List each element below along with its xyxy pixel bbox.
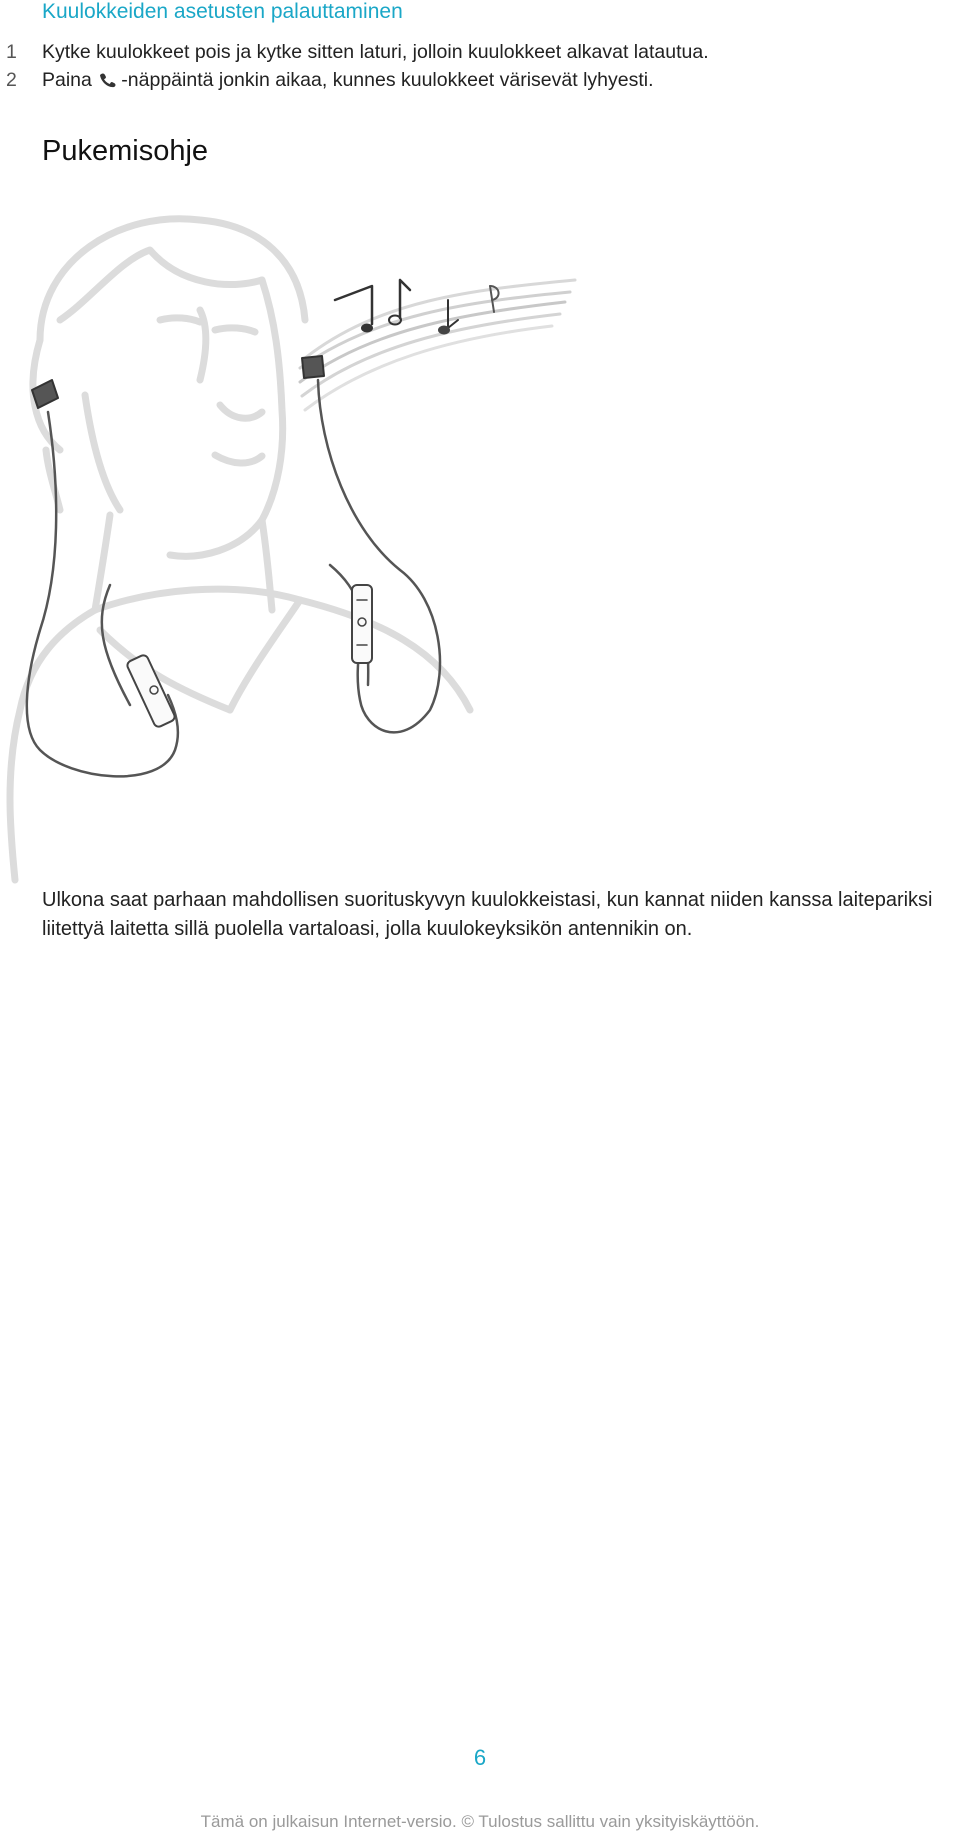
step-number: 2 [6, 69, 17, 91]
phone-handset-icon [98, 72, 120, 88]
step-list [0, 38, 960, 94]
person-wearing-neckband-headset-illustration [0, 190, 600, 890]
step-text-after: -näppäintä jonkin aikaa, kunnes kuulokkeet värisevät lyhyesti. [121, 69, 654, 91]
step-item [0, 38, 960, 66]
step-text: Kytke kuulokkeet pois ja kytke sitten laturi, jolloin kuulokkeet alkavat latautua. [42, 41, 709, 63]
music-notes-icon [300, 280, 575, 410]
footer-notice: Tämä on julkaisun Internet-versio. © Tulostus sallittu vain yksityiskäyttöön. [200, 1812, 760, 1831]
step-text [42, 66, 654, 94]
page-number: 6 [473, 1745, 487, 1770]
remote-control-right [352, 585, 372, 663]
section-heading: Kuulokkeiden asetusten palauttaminen [42, 0, 403, 23]
step-item [0, 66, 960, 94]
right-earbud [302, 356, 440, 732]
step-number: 1 [6, 41, 17, 63]
remote-control-left [126, 654, 176, 729]
wearing-body-text: Ulkona saat parhaan mahdollisen suorituskyvyn kuulokkeistasi, kun kannat niiden kanssa laitepariksi liitettyä laitetta sillä puolella vartaloasi, jolla kuulokeyksikön antennikin on. [42, 889, 933, 940]
wearing-heading: Pukemisohje [42, 135, 209, 167]
step-text-before: Paina [42, 69, 98, 91]
